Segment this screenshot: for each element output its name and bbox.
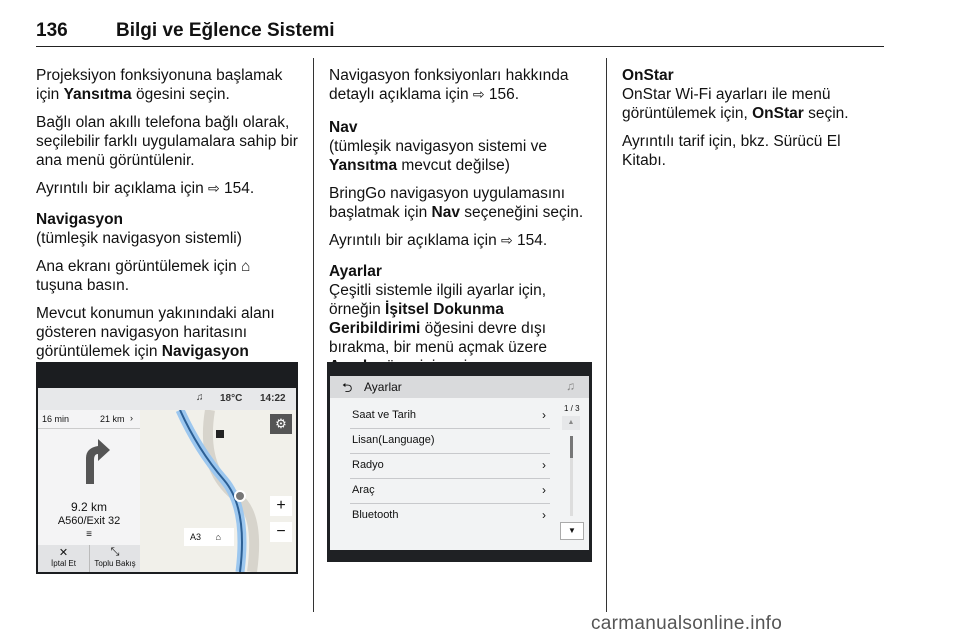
- menu-item[interactable]: Radyo ›: [350, 454, 550, 479]
- column-2: [329, 66, 594, 385]
- total-distance: 21 km: [100, 414, 125, 424]
- paragraph: Çeşitli sistemle ilgili ayarlar için, örneğin İşitsel Dokunma Geribildirimi öğesini devre dışı bırakma, bir menü açmak üzere: [329, 282, 547, 356]
- settings-title: Ayarlar: [364, 380, 402, 394]
- chevron-right-icon: ›: [542, 458, 546, 472]
- paragraph: (tümleşik navigasyon sistemli): [36, 230, 242, 247]
- page-indicator: 1 / 3: [564, 404, 580, 413]
- map-roads: [140, 410, 296, 572]
- nav-button-bar: [38, 545, 140, 572]
- exit-label: A560/Exit 32: [57, 515, 121, 527]
- paragraph: Mevcut konumun yakınındaki alanı gösteren navigasyon haritasını görüntülemek için Navigasyon: [36, 305, 275, 360]
- menu-item[interactable]: Lisan(Language): [350, 429, 550, 454]
- page-ref-icon: ⇨: [501, 232, 513, 248]
- music-icon: ♫: [196, 392, 204, 403]
- menu-item[interactable]: Araç ›: [350, 479, 550, 504]
- overview-button[interactable]: ⤡ Toplu Bakış: [90, 545, 140, 572]
- road-info-box: [184, 528, 234, 546]
- navigation-screen-image: [36, 362, 298, 574]
- temperature: 18°C: [220, 393, 243, 404]
- scrollbar-thumb[interactable]: [570, 436, 573, 458]
- eta: 16 min: [42, 414, 70, 424]
- map-view: [140, 410, 296, 572]
- cancel-route-button[interactable]: ✕ İptal Et: [38, 545, 90, 572]
- page-header: [36, 18, 884, 47]
- section-heading: Navigasyon: [36, 211, 124, 228]
- paragraph: Ayrıntılı tarif için, bkz. Sürücü El Kitabı.: [622, 133, 841, 169]
- chevron-right-icon: ›: [542, 408, 546, 422]
- column-divider: [313, 58, 314, 612]
- music-icon: ♫: [566, 379, 575, 393]
- section-heading: Nav: [329, 119, 358, 136]
- settings-gear-button[interactable]: ⚙: [270, 414, 292, 434]
- chevron-right-icon: ›: [542, 483, 546, 497]
- paragraph: (tümleşik navigasyon sistemi ve Yansıtma mevcut değilse): [329, 138, 547, 174]
- page-number: 136: [36, 20, 68, 41]
- watermark: carmanualsonline.info: [591, 613, 783, 634]
- page-title: Bilgi ve Eğlence Sistemi: [116, 20, 335, 41]
- column-3: [622, 66, 884, 179]
- turn-arrow-icon: [74, 436, 114, 486]
- scrollbar[interactable]: [570, 436, 573, 516]
- scroll-up-button[interactable]: ▲: [562, 416, 580, 430]
- list-icon: ≡: [86, 529, 92, 540]
- settings-screen-image: [327, 362, 592, 562]
- column-divider: [606, 58, 607, 612]
- column-1: [36, 66, 306, 389]
- paragraph: Projeksiyon fonksiyonuna başlamak için Yansıtma ögesini seçin.: [36, 67, 283, 103]
- status-bar: [38, 388, 296, 410]
- chevron-right-icon: ›: [130, 413, 133, 423]
- road-name: A3: [190, 532, 202, 542]
- chevron-right-icon: ›: [542, 508, 546, 522]
- page-ref-icon: ⇨: [472, 86, 485, 102]
- scroll-down-button[interactable]: ▼: [560, 522, 584, 540]
- settings-menu: [330, 376, 589, 550]
- paragraph: BringGo navigasyon uygulamasını başlatmak için Nav seçeneğini seçin.: [329, 185, 584, 221]
- paragraph: OnStar Wi-Fi ayarları ile menü görüntülemek için, OnStar seçin.: [622, 86, 849, 122]
- paragraph: Ayrıntılı bir açıklama için ⇨ 154.: [36, 180, 255, 197]
- menu-item[interactable]: Saat ve Tarih ›: [350, 404, 550, 429]
- route-overview-icon: ⤡: [110, 546, 120, 558]
- zoom-in-button[interactable]: +: [270, 496, 292, 516]
- next-distance: 9.2 km: [70, 500, 107, 514]
- paragraph: Navigasyon fonksiyonları hakkında detaylı açıklama için ⇨ 156.: [329, 67, 569, 103]
- page-ref-icon: ⇨: [208, 180, 220, 196]
- route-summary: [38, 410, 140, 429]
- home-button-icon: ⌂: [241, 258, 251, 275]
- settings-title-bar: [330, 376, 589, 398]
- paragraph: Ayrıntılı bir açıklama için ⇨ 154.: [329, 232, 548, 249]
- section-heading: OnStar: [622, 67, 674, 84]
- paragraph: Bağlı olan akıllı telefona bağlı olarak, seçilebilir farklı uygulamalara sahip bir ana menü görüntülenir.: [36, 114, 298, 169]
- back-icon[interactable]: ⮌: [342, 380, 353, 395]
- paragraph: Ana ekranı görüntülemek için ⌂ tuşuna basın.: [36, 258, 251, 294]
- zoom-out-button[interactable]: −: [270, 522, 292, 542]
- home-icon: ⌂: [215, 532, 221, 542]
- section-heading: Ayarlar: [329, 263, 382, 280]
- menu-item[interactable]: Bluetooth ›: [352, 508, 546, 522]
- close-icon: ✕: [58, 547, 69, 559]
- clock: 14:22: [260, 393, 286, 404]
- route-panel: [38, 410, 140, 545]
